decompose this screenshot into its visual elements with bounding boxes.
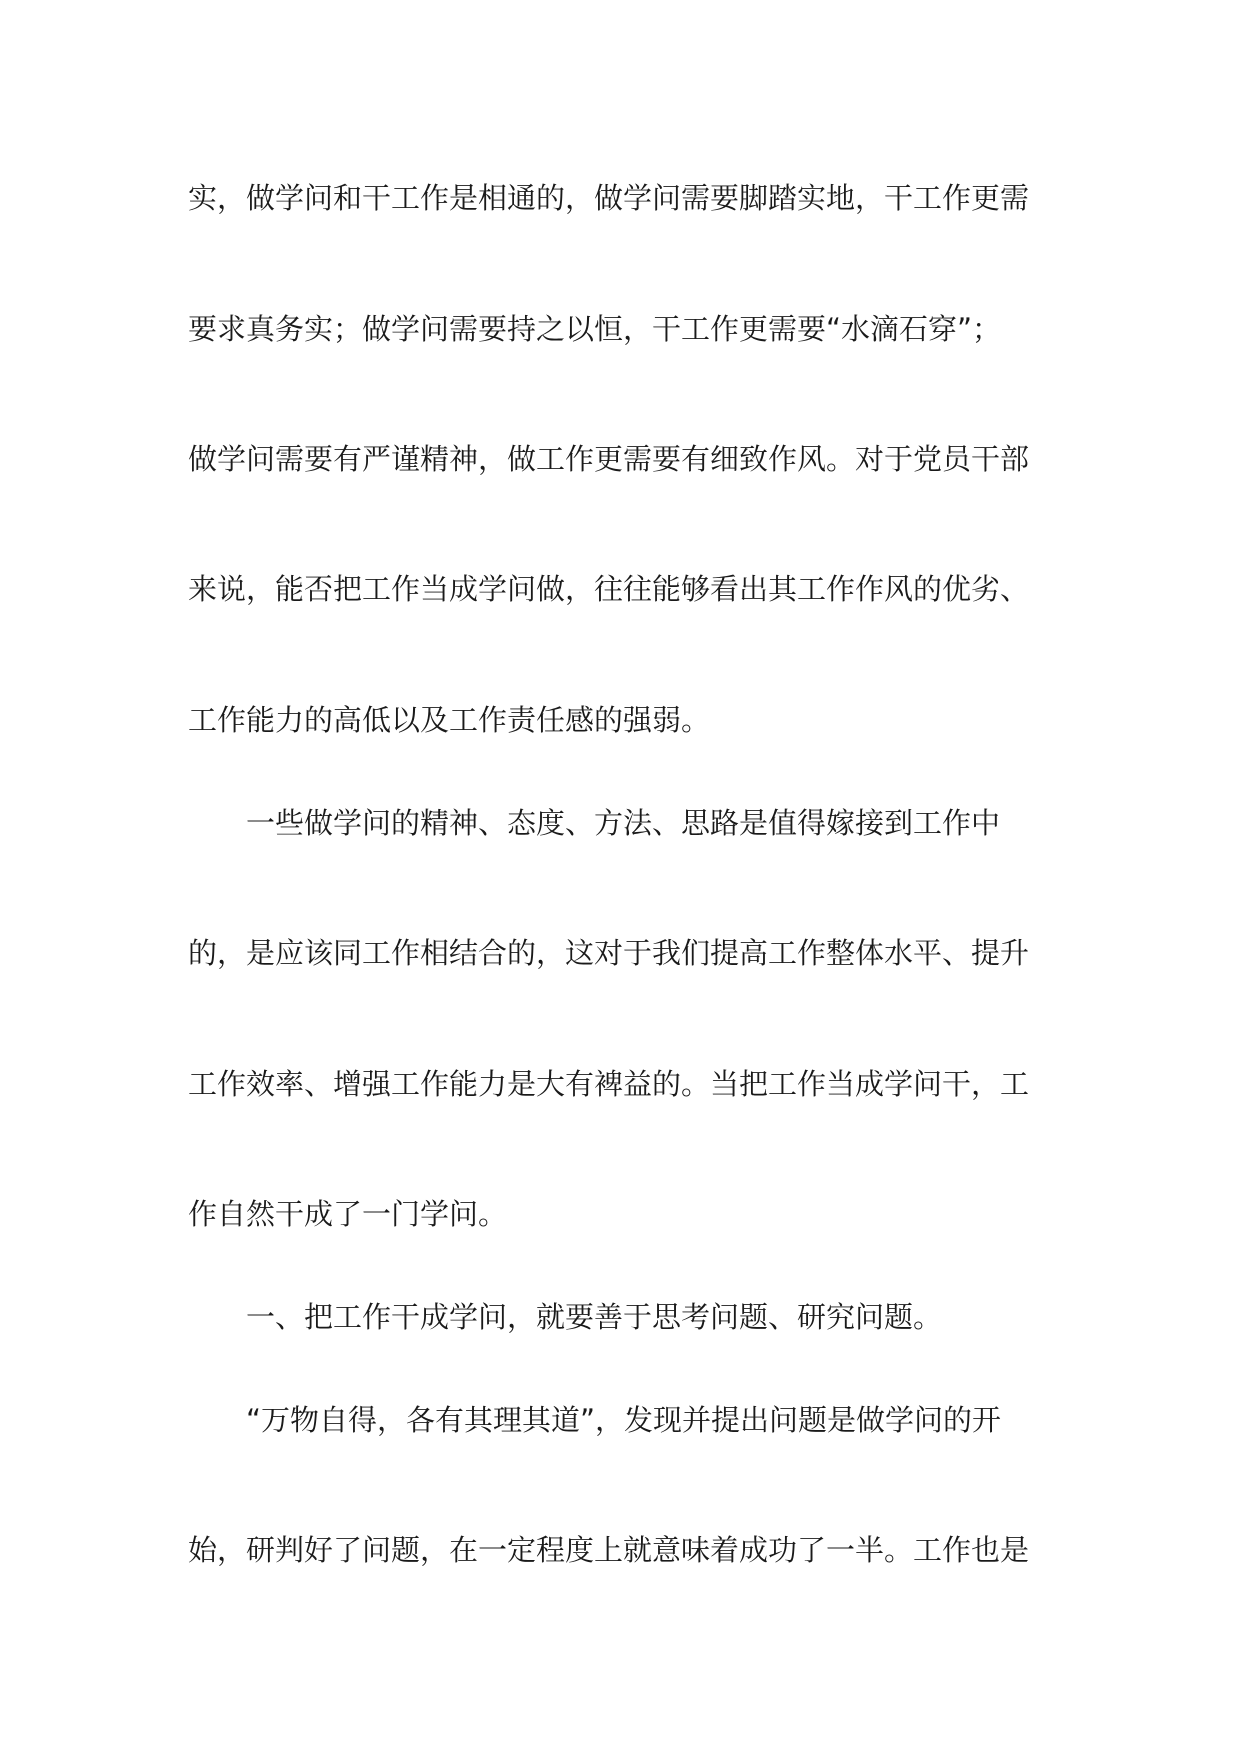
- text-line: 始，研判好了问题，在一定程度上就意味着成功了一半。工作也是: [188, 1533, 1030, 1567]
- section-heading: 一、把工作干成学问，就要善于思考问题、研究问题。: [246, 1300, 943, 1334]
- paragraph-first-line: “万物自得，各有其理其道”，发现并提出问题是做学问的开: [246, 1403, 1002, 1437]
- text-line: 的，是应该同工作相结合的，这对于我们提高工作整体水平、提升: [188, 936, 1030, 970]
- text-line: 实，做学问和干工作是相通的，做学问需要脚踏实地，干工作更需: [188, 181, 1030, 215]
- text-line: 作自然干成了一门学问。: [188, 1197, 508, 1231]
- text-line: 做学问需要有严谨精神，做工作更需要有细致作风。对于党员干部: [188, 442, 1030, 476]
- text-line: 来说，能否把工作当成学问做，往往能够看出其工作作风的优劣、: [188, 572, 1030, 606]
- text-line: 要求真务实；做学问需要持之以恒，干工作更需要“水滴石穿”；: [188, 312, 1002, 346]
- paragraph-first-line: 一些做学问的精神、态度、方法、思路是值得嫁接到工作中: [246, 806, 1001, 840]
- text-line: 工作能力的高低以及工作责任感的强弱。: [188, 703, 711, 737]
- text-line: 工作效率、增强工作能力是大有裨益的。当把工作当成学问干，工: [188, 1067, 1030, 1101]
